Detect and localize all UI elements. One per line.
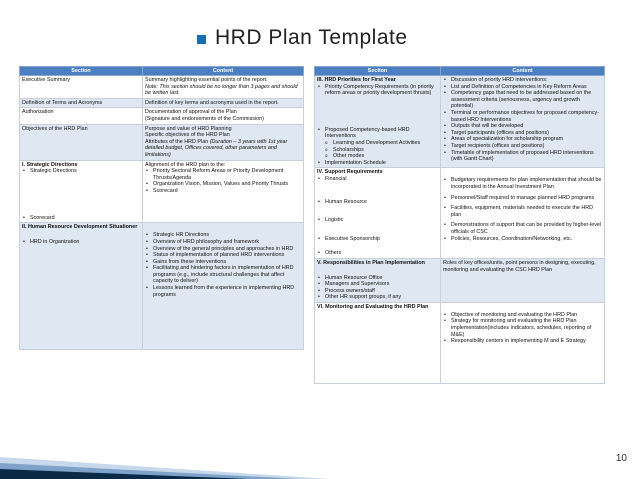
content-cell	[143, 160, 304, 223]
section-cell: Executive Summary	[20, 76, 143, 99]
section-title: I. Strategic Directions	[22, 161, 78, 168]
sub-item: • Human Resource	[317, 199, 438, 206]
section-title: III. HRD Priorities for First Year	[317, 77, 396, 83]
list-item: • Priority Sectoral Reform Areas or Priority Development Thrusts/Agenda	[145, 168, 301, 181]
content-cell: Roles of key offices/units, point persons in designing, executing, monitoring and evaluating the CSC HRD Plan	[441, 258, 605, 302]
sub-item: • Process owners/staff	[317, 288, 438, 295]
content-text: Purpose and value of HRD Planning	[145, 125, 232, 132]
list-item: • Budgetary requirements for plan implementation that should be incorporated in the Annual Investment Plan	[443, 177, 602, 190]
section-header: Section	[20, 67, 143, 76]
content-cell	[143, 108, 304, 124]
content-cell: Definition of key terms and acronyms used in the report.	[143, 98, 304, 108]
decorative-swoosh	[0, 419, 330, 479]
list-item: • Personnel/Staff required to manage planned HRD programs	[443, 195, 602, 202]
content-cell	[143, 223, 304, 350]
list-item: • Gains from these interventions	[145, 259, 301, 266]
table-row	[20, 98, 304, 108]
title-bullet-icon	[197, 35, 206, 44]
table-row	[20, 124, 304, 160]
sub-item: • Executive Sponsorship	[317, 236, 438, 243]
list-item: • Areas of specialization for scholarship program	[443, 136, 602, 143]
attributes-label: Attributes of the HRD Plan	[145, 138, 209, 145]
section-title: IV. Support Requirements	[317, 169, 383, 176]
content-text: Specific objectives of the HRD Plan	[145, 132, 230, 139]
sub-sub-item: o Learning and Development Activities	[317, 140, 438, 147]
sub-item: • Other HR support groups, if any	[317, 294, 438, 301]
sub-item: • Human Resource Office	[317, 275, 438, 282]
section-cell: Authorization	[20, 108, 143, 124]
list-item: • List and Definition of Competencies in Key Reform Areas	[443, 84, 602, 91]
list-item: • Status of implementation of planned HRD interventions	[145, 252, 301, 259]
content-cell	[143, 124, 304, 160]
right-template-table	[314, 66, 605, 384]
left-table-header	[20, 67, 304, 76]
section-cell	[315, 302, 441, 383]
section-cell	[315, 258, 441, 302]
sub-item: • Proposed Competency-based HRD Interventions	[317, 127, 438, 140]
list-item: • Facilities, equipment, materials needed to execute the HRD plan	[443, 205, 602, 218]
right-table-header	[315, 67, 605, 76]
note-text: Note: This section should be no longer than 3 pages and should be written last.	[145, 83, 298, 97]
slide-title: HRD Plan Template	[215, 26, 408, 49]
section-cell	[315, 76, 441, 168]
table-row	[315, 302, 605, 383]
content-text: Alignment of the HRD plan to the:	[145, 161, 226, 168]
content-text: Summary highlighting essential points of the report.	[145, 77, 268, 83]
list-item: • Responsibility centers in implementing M and E Strategy	[443, 338, 602, 345]
sub-item: • Managers and Supervisors	[317, 281, 438, 288]
list-item: • Lessons learned from the experience in implementing HRD programs	[145, 285, 301, 298]
list-item: • Timetable of implementation of proposed HRD interventions (with Gantt Chart)	[443, 150, 602, 163]
list-item: • Scorecard	[145, 188, 301, 195]
table-row	[20, 223, 304, 350]
section-header: Section	[315, 67, 441, 76]
table-row	[315, 168, 605, 259]
content-cell	[441, 168, 605, 259]
left-template-table	[19, 66, 304, 350]
content-text: (Signature and endorsements of the Commission)	[145, 115, 264, 122]
list-item: • Organization Vision, Mission, Values and Priority Thrusts	[145, 181, 301, 188]
list-item: • Overview of HRD philosophy and framework	[145, 239, 301, 246]
table-row	[20, 160, 304, 223]
list-item: • Overview of the general principles and approaches in HRD	[145, 246, 301, 253]
list-item: • Facilitating and hindering factors in implementation of HRD programs (e.g., include structural challenges that affect capacity to deliver)	[145, 265, 301, 285]
section-cell	[20, 223, 143, 350]
list-item: • Terminal or performance objectives for proposed competency-based HRD Interventions	[443, 110, 602, 123]
list-item: • Demonstrations of support that can be provided by higher-level officials of CSC	[443, 222, 602, 235]
list-item: • Target recipients (offices and positions)	[443, 143, 602, 150]
sub-sub-item: o Scholarships	[317, 147, 438, 154]
sub-item: • Implementation Schedule	[317, 160, 438, 167]
content-cell	[441, 76, 605, 168]
list-item: • Competency gaps that need to be addressed based on the assessment criteria (seriousness, urgency and growth potential)	[443, 90, 602, 110]
table-row	[315, 258, 605, 302]
section-cell: Objectives of the HRD Plan	[20, 124, 143, 160]
list-item: • Target participants (offices and positions)	[443, 130, 602, 137]
content-cell	[441, 302, 605, 383]
section-title: II. Human Resource Development Situationer	[22, 224, 138, 231]
section-title: VI. Monitoring and Evaluating the HRD Plan	[317, 303, 429, 310]
list-item: • Objective of monitoring and evaluating the HRD Plan	[443, 312, 602, 319]
section-cell	[315, 168, 441, 259]
sub-item: • Logistic	[317, 217, 438, 224]
sub-item: • Others	[317, 250, 438, 257]
attributes-note: (Duration – 3 years with 1st year detailed budget, Offices covered, other parameters and limitations)	[145, 138, 288, 158]
sub-item: • Priority Competency Requirements (in priority reform areas or priority development thrusts)	[317, 84, 438, 97]
page-number: 10	[615, 453, 627, 464]
list-item: • Policies, Resources, Coordination/Networking, etc.	[443, 236, 602, 243]
section-title: V. Responsibilities in Plan Implementation	[317, 259, 425, 266]
content-header: Content	[441, 67, 605, 76]
table-row	[315, 76, 605, 168]
content-text: Documentation of approval of the Plan	[145, 109, 237, 116]
sub-item: • HRD in Organization	[22, 239, 140, 246]
list-item: • Strategic HR Directions	[145, 232, 301, 239]
section-cell: Definition of Terms and Acronyms	[20, 98, 143, 108]
list-item: • Outputs that will be developed	[443, 123, 602, 130]
sub-sub-item: o Other modes	[317, 153, 438, 160]
content-text	[145, 139, 301, 159]
list-item: • Strategy for monitoring and evaluating the HRD Plan implementation(includes indicators, schedules, reporting of M&E)	[443, 318, 602, 338]
section-cell	[20, 160, 143, 223]
content-cell	[143, 76, 304, 99]
sub-item: • Strategic Directions	[22, 168, 140, 175]
sub-item: • Financial	[317, 176, 438, 183]
list-item: • Discussion of priority HRD interventions:	[443, 77, 602, 84]
content-header: Content	[143, 67, 304, 76]
table-row	[20, 76, 304, 99]
sub-item: • Scorecard	[22, 215, 140, 222]
table-row	[20, 108, 304, 124]
